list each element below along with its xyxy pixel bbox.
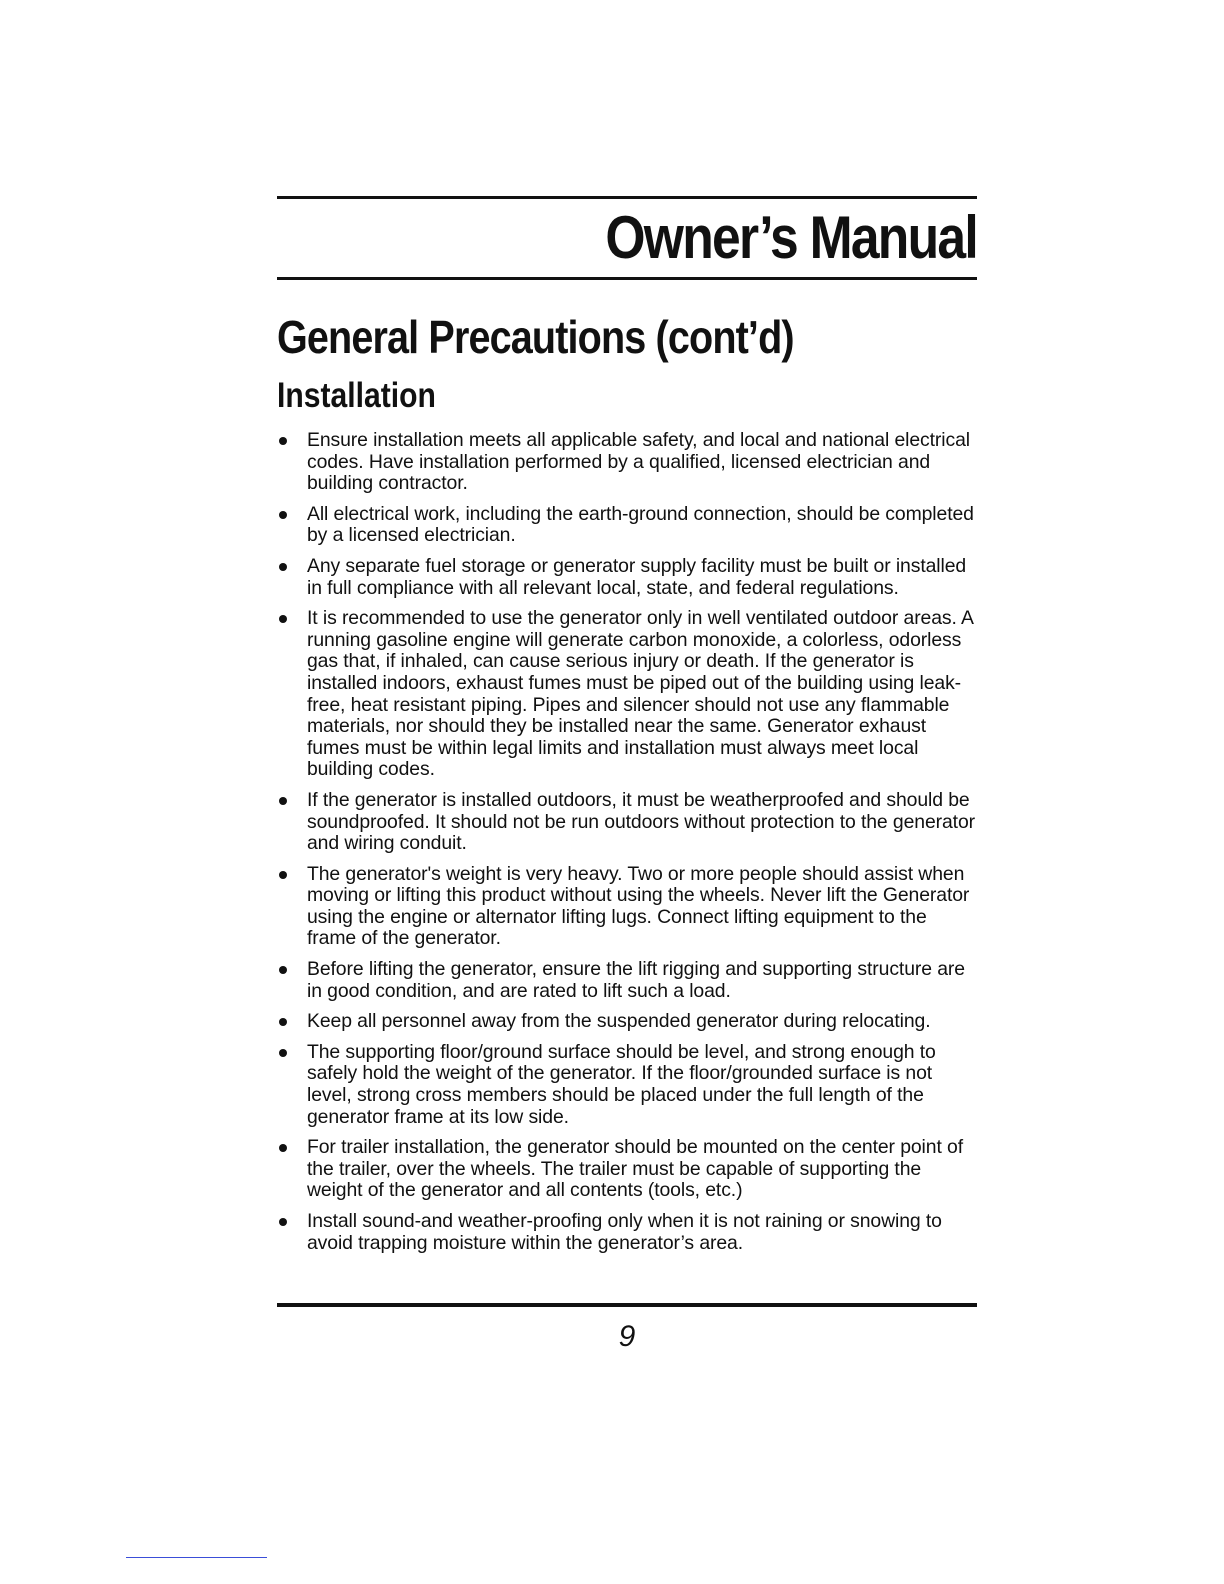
list-item-text: The supporting floor/ground surface should be level, and strong enough to safely hold the weight of the generator. If the floor/grounded surface is not level, strong cross members should be placed under the full length of the generator frame at its low side. [307, 1040, 936, 1128]
bullet-icon [279, 615, 287, 623]
bullet-icon [279, 797, 287, 805]
page-content [277, 196, 977, 1263]
list-item [277, 864, 977, 950]
list-item-text: The generator's weight is very heavy. Two or more people should assist when moving or lifting this product without using the wheels. Never lift the Generator using the engine or alternator lifting lugs. Connect lifting equipment to the frame of the generator. [307, 862, 970, 950]
bullet-icon [279, 437, 287, 445]
header-bottom-rule [277, 277, 977, 280]
subsection-title: Installation [277, 376, 436, 415]
list-item [277, 1137, 977, 1202]
list-item-text: It is recommended to use the generator only in well ventilated outdoor areas. A running gasoline engine will generate carbon monoxide, a colorless, odorless gas that, if inhaled, can cause serious injury or death. If the generator is installed indoors, exhaust fumes must be piped out of the building using leak-free, heat resistant piping. Pipes and silencer should not use any flammable materials, nor should they be installed near the same. Generator exhaust fumes must be within legal limits and installation must always meet local building codes. [307, 607, 973, 781]
bullet-icon [279, 1018, 287, 1026]
list-item-text: Ensure installation meets all applicable safety, and local and national electrical codes. Have installation performed by a qualified, licensed electrician and building contractor. [307, 429, 970, 495]
header-top-rule [277, 196, 977, 199]
footnote-separator [126, 1557, 267, 1558]
list-item [277, 1211, 977, 1254]
list-item-text: All electrical work, including the earth-ground connection, should be completed by a licensed electrician. [307, 502, 974, 547]
bullet-icon [279, 563, 287, 571]
list-item [277, 504, 977, 547]
bullet-icon [279, 1218, 287, 1226]
list-item-text: Any separate fuel storage or generator supply facility must be built or installed in full compliance with all relevant local, state, and federal regulations. [307, 554, 967, 599]
footer-rule [277, 1303, 977, 1307]
manual-title: Owner’s Manual [605, 204, 977, 271]
list-item [277, 608, 977, 781]
list-item-text: If the generator is installed outdoors, it must be weatherproofed and should be soundproofed. It should not be run outdoors without protection to the generator and wiring conduit. [307, 788, 975, 855]
page-number: 9 [618, 1320, 636, 1353]
list-item [277, 556, 977, 599]
list-item-text: Before lifting the generator, ensure the lift rigging and supporting structure are in good condition, and are rated to lift such a load. [307, 958, 965, 1002]
bullet-icon [279, 871, 287, 879]
list-item [277, 430, 977, 495]
list-item-text: Keep all personnel away from the suspended generator during relocating. [307, 1010, 931, 1033]
list-item-text: For trailer installation, the generator should be mounted on the center point of the trailer, over the wheels. The trailer must be capable of supporting the weight of the generator and all contents (tools, etc.) [307, 1136, 963, 1202]
list-item [277, 1042, 977, 1128]
list-item [277, 1011, 977, 1033]
list-item [277, 959, 977, 1002]
bullet-icon [279, 1049, 287, 1057]
bullet-icon [279, 1144, 287, 1152]
list-item-text: Install sound-and weather-proofing only when it is not raining or snowing to avoid trapping moisture within the generator’s area. [307, 1210, 942, 1254]
precautions-list [277, 430, 977, 1254]
bullet-icon [279, 511, 287, 519]
list-item [277, 790, 977, 855]
section-title: General Precautions (cont’d) [277, 311, 794, 363]
bullet-icon [279, 966, 287, 974]
